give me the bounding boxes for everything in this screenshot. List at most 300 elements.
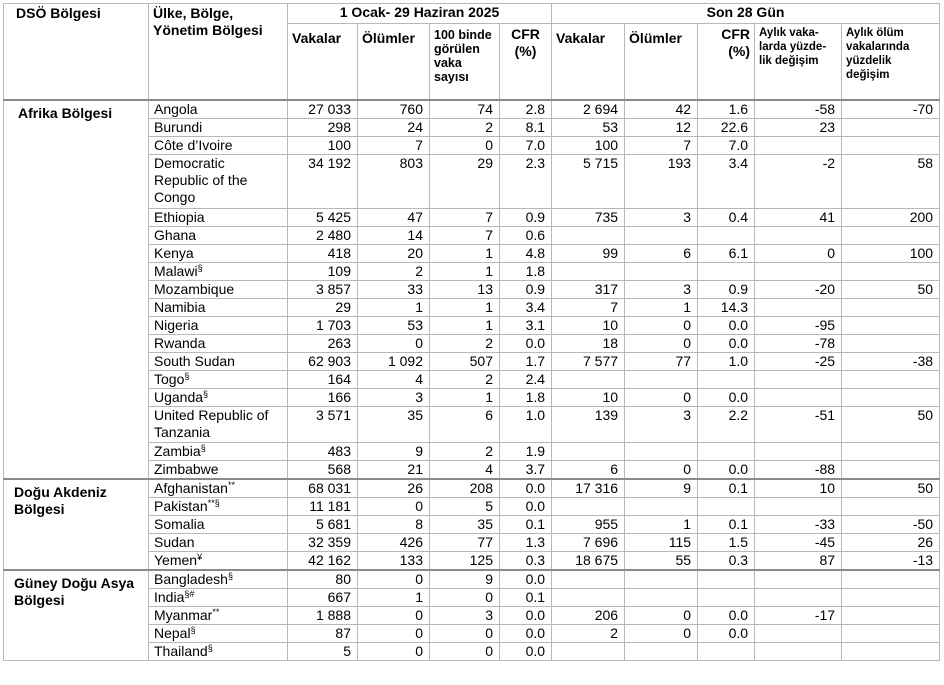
- deaths-cell: 33: [358, 280, 430, 298]
- cfr-28-cell: 0.0: [698, 388, 755, 406]
- country-name: United Republic of Tanzania: [154, 406, 269, 440]
- monthly-cases-change-cell: 23: [755, 118, 842, 136]
- country-cell: [149, 352, 288, 370]
- cases-28-cell: 10: [552, 316, 625, 334]
- country-cell: [149, 479, 288, 498]
- monthly-cases-change-cell: 10: [755, 479, 842, 498]
- cfr-28-cell: 1.0: [698, 352, 755, 370]
- monthly-deaths-change-cell: [842, 370, 940, 388]
- cases-28-cell: 18 675: [552, 551, 625, 570]
- cases-cell: 298: [288, 118, 358, 136]
- monthly-cases-change-cell: -45: [755, 533, 842, 551]
- monthly-cases-change-cell: -95: [755, 316, 842, 334]
- cases-cell: 3 571: [288, 406, 358, 442]
- header-deaths: Ölümler: [358, 24, 430, 100]
- footnote-mark: §: [207, 642, 213, 653]
- cases-28-cell: 7: [552, 298, 625, 316]
- header-cfr-28: CFR (%): [698, 24, 755, 100]
- footnote-mark: **§: [207, 497, 220, 508]
- deaths-28-cell: [625, 497, 698, 515]
- monthly-deaths-change-cell: -70: [842, 100, 940, 119]
- cases-28-cell: 53: [552, 118, 625, 136]
- cases-28-cell: 99: [552, 244, 625, 262]
- cases-cell: 42 162: [288, 551, 358, 570]
- monthly-deaths-change-cell: [842, 118, 940, 136]
- country-name: Mozambique: [154, 280, 235, 297]
- cfr-cell: 0.9: [500, 208, 552, 226]
- country-cell: [149, 570, 288, 589]
- cases-cell: 1 888: [288, 606, 358, 624]
- country-cell: [149, 334, 288, 352]
- cfr-28-cell: 0.0: [698, 334, 755, 352]
- cases-28-cell: 5 715: [552, 154, 625, 208]
- per-100k-cell: 1: [430, 388, 500, 406]
- cfr-28-cell: [698, 588, 755, 606]
- cases-cell: 5: [288, 642, 358, 660]
- monthly-deaths-change-cell: [842, 262, 940, 280]
- monthly-cases-change-cell: -78: [755, 334, 842, 352]
- cfr-cell: 2.8: [500, 100, 552, 119]
- deaths-cell: 9: [358, 442, 430, 460]
- deaths-cell: 47: [358, 208, 430, 226]
- cfr-28-cell: 7.0: [698, 136, 755, 154]
- deaths-cell: 1: [358, 298, 430, 316]
- cfr-cell: 0.0: [500, 334, 552, 352]
- cases-cell: 62 903: [288, 352, 358, 370]
- monthly-cases-change-cell: [755, 226, 842, 244]
- monthly-cases-change-cell: -25: [755, 352, 842, 370]
- deaths-cell: 8: [358, 515, 430, 533]
- country-cell: [149, 136, 288, 154]
- region-cell: Afrika Bölgesi: [4, 100, 149, 479]
- deaths-28-cell: 115: [625, 533, 698, 551]
- table-row: [4, 570, 940, 589]
- country-name: Rwanda: [154, 334, 206, 351]
- header-period-ytd: 1 Ocak- 29 Haziran 2025: [288, 4, 552, 24]
- footnote-mark: §#: [184, 588, 195, 599]
- deaths-cell: 1 092: [358, 352, 430, 370]
- monthly-deaths-change-cell: [842, 136, 940, 154]
- monthly-cases-change-cell: [755, 370, 842, 388]
- country-name: Democratic Republic of the Congo: [154, 154, 248, 205]
- cfr-28-cell: 3.4: [698, 154, 755, 208]
- cfr-28-cell: [698, 442, 755, 460]
- monthly-cases-change-cell: -2: [755, 154, 842, 208]
- footnote-mark: §: [200, 442, 206, 453]
- deaths-cell: 133: [358, 551, 430, 570]
- per-100k-cell: 125: [430, 551, 500, 570]
- deaths-28-cell: 0: [625, 316, 698, 334]
- country-cell: [149, 442, 288, 460]
- deaths-cell: 3: [358, 388, 430, 406]
- country-cell: [149, 497, 288, 515]
- country-name: Burundi: [154, 118, 203, 135]
- per-100k-cell: 208: [430, 479, 500, 498]
- country-cell: [149, 388, 288, 406]
- monthly-deaths-change-cell: [842, 316, 940, 334]
- cfr-28-cell: 2.2: [698, 406, 755, 442]
- country-name: Namibia: [154, 298, 206, 315]
- monthly-cases-change-cell: -17: [755, 606, 842, 624]
- deaths-28-cell: 0: [625, 606, 698, 624]
- header-region: DSÖ Bölgesi: [4, 4, 149, 100]
- monthly-deaths-change-cell: [842, 388, 940, 406]
- country-cell: [149, 100, 288, 119]
- cases-28-cell: 10: [552, 388, 625, 406]
- deaths-cell: 0: [358, 570, 430, 589]
- per-100k-cell: 0: [430, 624, 500, 642]
- monthly-cases-change-cell: [755, 442, 842, 460]
- deaths-28-cell: 9: [625, 479, 698, 498]
- header-country: Ülke, Bölge, Yönetim Bölgesi: [149, 4, 288, 100]
- cfr-28-cell: 0.0: [698, 606, 755, 624]
- per-100k-cell: 5: [430, 497, 500, 515]
- cases-cell: 100: [288, 136, 358, 154]
- deaths-cell: 0: [358, 334, 430, 352]
- cases-28-cell: 2 694: [552, 100, 625, 119]
- country-name: India: [154, 588, 185, 605]
- deaths-cell: 0: [358, 606, 430, 624]
- monthly-cases-change-cell: [755, 588, 842, 606]
- deaths-28-cell: 3: [625, 208, 698, 226]
- country-name: Angola: [154, 100, 198, 117]
- country-cell: [149, 551, 288, 570]
- country-name: South Sudan: [154, 352, 235, 369]
- country-name: Ghana: [154, 226, 197, 243]
- cases-cell: 2 480: [288, 226, 358, 244]
- country-cell: [149, 226, 288, 244]
- monthly-cases-change-cell: -51: [755, 406, 842, 442]
- cfr-cell: 0.6: [500, 226, 552, 244]
- cfr-cell: 2.3: [500, 154, 552, 208]
- cfr-cell: 0.0: [500, 570, 552, 589]
- header-per-100k: 100 binde görülen vaka sayısı: [430, 24, 500, 100]
- per-100k-cell: 2: [430, 334, 500, 352]
- cases-cell: 667: [288, 588, 358, 606]
- monthly-deaths-change-cell: -38: [842, 352, 940, 370]
- cfr-28-cell: 0.0: [698, 624, 755, 642]
- per-100k-cell: 6: [430, 406, 500, 442]
- cases-28-cell: 18: [552, 334, 625, 352]
- per-100k-cell: 1: [430, 316, 500, 334]
- deaths-cell: 0: [358, 497, 430, 515]
- cfr-cell: 4.8: [500, 244, 552, 262]
- per-100k-cell: 7: [430, 226, 500, 244]
- deaths-cell: 0: [358, 624, 430, 642]
- cases-28-cell: [552, 588, 625, 606]
- cases-28-cell: 139: [552, 406, 625, 442]
- cfr-cell: 0.3: [500, 551, 552, 570]
- cases-cell: 29: [288, 298, 358, 316]
- footnote-mark: ¥: [197, 551, 203, 562]
- monthly-deaths-change-cell: [842, 298, 940, 316]
- monthly-deaths-change-cell: 50: [842, 479, 940, 498]
- cfr-28-cell: 0.0: [698, 316, 755, 334]
- per-100k-cell: 2: [430, 442, 500, 460]
- cfr-28-cell: [698, 570, 755, 589]
- country-cell: [149, 262, 288, 280]
- country-cell: [149, 298, 288, 316]
- deaths-28-cell: 77: [625, 352, 698, 370]
- monthly-cases-change-cell: 0: [755, 244, 842, 262]
- cases-28-cell: [552, 370, 625, 388]
- deaths-28-cell: 0: [625, 334, 698, 352]
- country-name: Myanmar: [154, 606, 213, 623]
- country-cell: [149, 460, 288, 479]
- cases-cell: 68 031: [288, 479, 358, 498]
- per-100k-cell: 74: [430, 100, 500, 119]
- country-cell: [149, 316, 288, 334]
- cfr-cell: 0.0: [500, 497, 552, 515]
- header-period-28-days: Son 28 Gün: [552, 4, 940, 24]
- cases-28-cell: [552, 226, 625, 244]
- per-100k-cell: 2: [430, 118, 500, 136]
- deaths-28-cell: 12: [625, 118, 698, 136]
- deaths-cell: 0: [358, 642, 430, 660]
- deaths-28-cell: 3: [625, 406, 698, 442]
- cfr-28-cell: 0.1: [698, 515, 755, 533]
- country-cell: [149, 280, 288, 298]
- deaths-cell: 1: [358, 588, 430, 606]
- deaths-cell: 426: [358, 533, 430, 551]
- monthly-cases-change-cell: -20: [755, 280, 842, 298]
- deaths-28-cell: 42: [625, 100, 698, 119]
- monthly-deaths-change-cell: [842, 442, 940, 460]
- deaths-cell: 4: [358, 370, 430, 388]
- country-name: Nepal: [154, 624, 191, 641]
- per-100k-cell: 0: [430, 136, 500, 154]
- cfr-28-cell: [698, 642, 755, 660]
- region-cell: Doğu Akdeniz Bölgesi: [4, 479, 149, 570]
- cases-cell: 32 359: [288, 533, 358, 551]
- cases-cell: 80: [288, 570, 358, 589]
- country-cell: [149, 642, 288, 660]
- monthly-cases-change-cell: [755, 642, 842, 660]
- cases-cell: 87: [288, 624, 358, 642]
- cases-28-cell: [552, 570, 625, 589]
- cases-28-cell: 206: [552, 606, 625, 624]
- cfr-cell: 0.0: [500, 479, 552, 498]
- cfr-cell: 8.1: [500, 118, 552, 136]
- cases-cell: 34 192: [288, 154, 358, 208]
- cases-cell: 483: [288, 442, 358, 460]
- deaths-28-cell: 0: [625, 624, 698, 642]
- per-100k-cell: 35: [430, 515, 500, 533]
- cases-cell: 263: [288, 334, 358, 352]
- header-cases: Vakalar: [288, 24, 358, 100]
- country-cell: [149, 406, 288, 442]
- header-monthly-deaths-change: Aylık ölüm vakalarında yüzdelik değişim: [842, 24, 940, 100]
- cases-28-cell: 100: [552, 136, 625, 154]
- per-100k-cell: 1: [430, 244, 500, 262]
- header-cfr: CFR (%): [500, 24, 552, 100]
- cfr-28-cell: 1.5: [698, 533, 755, 551]
- country-name: Ethiopia: [154, 208, 205, 225]
- cfr-cell: 3.7: [500, 460, 552, 479]
- country-name: Togo: [154, 370, 185, 387]
- cfr-cell: 0.0: [500, 642, 552, 660]
- deaths-28-cell: 0: [625, 388, 698, 406]
- cfr-cell: 3.4: [500, 298, 552, 316]
- country-cell: [149, 515, 288, 533]
- cases-cell: 1 703: [288, 316, 358, 334]
- cfr-28-cell: 0.3: [698, 551, 755, 570]
- deaths-28-cell: 3: [625, 280, 698, 298]
- monthly-deaths-change-cell: 58: [842, 154, 940, 208]
- per-100k-cell: 77: [430, 533, 500, 551]
- country-name: Nigeria: [154, 316, 199, 333]
- country-name: Côte d’Ivoire: [154, 136, 233, 153]
- deaths-cell: 26: [358, 479, 430, 498]
- deaths-28-cell: [625, 642, 698, 660]
- cfr-cell: 1.0: [500, 406, 552, 442]
- cfr-28-cell: 6.1: [698, 244, 755, 262]
- monthly-deaths-change-cell: -13: [842, 551, 940, 570]
- cases-cell: 11 181: [288, 497, 358, 515]
- footnote-mark: §: [203, 388, 209, 399]
- cases-cell: 164: [288, 370, 358, 388]
- cfr-cell: 0.0: [500, 606, 552, 624]
- country-name: Sudan: [154, 533, 195, 550]
- monthly-deaths-change-cell: [842, 624, 940, 642]
- monthly-deaths-change-cell: 50: [842, 280, 940, 298]
- monthly-cases-change-cell: 87: [755, 551, 842, 570]
- monthly-deaths-change-cell: 26: [842, 533, 940, 551]
- monthly-cases-change-cell: 41: [755, 208, 842, 226]
- cases-cell: 5 425: [288, 208, 358, 226]
- country-name: Zimbabwe: [154, 460, 219, 477]
- per-100k-cell: 3: [430, 606, 500, 624]
- deaths-28-cell: [625, 262, 698, 280]
- per-100k-cell: 13: [430, 280, 500, 298]
- footnote-mark: §: [227, 570, 233, 581]
- deaths-cell: 7: [358, 136, 430, 154]
- header-cases-28: Vakalar: [552, 24, 625, 100]
- country-name: Uganda: [154, 388, 204, 405]
- monthly-cases-change-cell: [755, 497, 842, 515]
- deaths-cell: 53: [358, 316, 430, 334]
- header-monthly-cases-change: Aylık vaka-larda yüzde-lik değişim: [755, 24, 842, 100]
- deaths-28-cell: 55: [625, 551, 698, 570]
- cases-28-cell: 317: [552, 280, 625, 298]
- cases-cell: 5 681: [288, 515, 358, 533]
- monthly-deaths-change-cell: -50: [842, 515, 940, 533]
- deaths-28-cell: 193: [625, 154, 698, 208]
- cfr-28-cell: [698, 262, 755, 280]
- cfr-28-cell: 0.1: [698, 479, 755, 498]
- footnote-mark: **: [227, 479, 235, 490]
- cfr-cell: 1.7: [500, 352, 552, 370]
- cfr-cell: 0.0: [500, 624, 552, 642]
- per-100k-cell: 1: [430, 298, 500, 316]
- cfr-28-cell: [698, 226, 755, 244]
- cases-28-cell: 7 696: [552, 533, 625, 551]
- country-cell: [149, 606, 288, 624]
- country-name: Zambia: [154, 442, 201, 459]
- deaths-28-cell: [625, 570, 698, 589]
- deaths-28-cell: [625, 370, 698, 388]
- monthly-cases-change-cell: [755, 298, 842, 316]
- deaths-cell: 24: [358, 118, 430, 136]
- country-name: Kenya: [154, 244, 194, 261]
- monthly-cases-change-cell: [755, 570, 842, 589]
- cholera-cases-table: [3, 3, 940, 661]
- country-cell: [149, 588, 288, 606]
- per-100k-cell: 9: [430, 570, 500, 589]
- country-name: Bangladesh: [154, 570, 228, 587]
- cases-28-cell: [552, 442, 625, 460]
- country-name: Yemen: [154, 551, 198, 568]
- cfr-28-cell: 1.6: [698, 100, 755, 119]
- monthly-deaths-change-cell: 50: [842, 406, 940, 442]
- cases-cell: 3 857: [288, 280, 358, 298]
- cfr-cell: 3.1: [500, 316, 552, 334]
- deaths-cell: 14: [358, 226, 430, 244]
- cfr-cell: 7.0: [500, 136, 552, 154]
- cfr-28-cell: 0.4: [698, 208, 755, 226]
- cfr-28-cell: 0.9: [698, 280, 755, 298]
- cfr-cell: 1.3: [500, 533, 552, 551]
- per-100k-cell: 507: [430, 352, 500, 370]
- monthly-cases-change-cell: [755, 262, 842, 280]
- cases-cell: 166: [288, 388, 358, 406]
- deaths-cell: 760: [358, 100, 430, 119]
- per-100k-cell: 4: [430, 460, 500, 479]
- deaths-cell: 35: [358, 406, 430, 442]
- per-100k-cell: 0: [430, 642, 500, 660]
- cases-28-cell: 735: [552, 208, 625, 226]
- deaths-cell: 21: [358, 460, 430, 479]
- monthly-cases-change-cell: -88: [755, 460, 842, 479]
- monthly-cases-change-cell: -58: [755, 100, 842, 119]
- country-cell: [149, 208, 288, 226]
- deaths-28-cell: 7: [625, 136, 698, 154]
- header-deaths-28: Ölümler: [625, 24, 698, 100]
- per-100k-cell: 1: [430, 262, 500, 280]
- monthly-deaths-change-cell: [842, 606, 940, 624]
- monthly-cases-change-cell: [755, 624, 842, 642]
- cases-cell: 418: [288, 244, 358, 262]
- cfr-28-cell: 0.0: [698, 460, 755, 479]
- country-name: Malawi: [154, 262, 198, 279]
- monthly-deaths-change-cell: [842, 334, 940, 352]
- cases-28-cell: 6: [552, 460, 625, 479]
- deaths-28-cell: 6: [625, 244, 698, 262]
- cases-28-cell: 2: [552, 624, 625, 642]
- deaths-cell: 803: [358, 154, 430, 208]
- deaths-cell: 20: [358, 244, 430, 262]
- cfr-cell: 1.9: [500, 442, 552, 460]
- cfr-28-cell: [698, 497, 755, 515]
- deaths-28-cell: [625, 226, 698, 244]
- country-cell: [149, 118, 288, 136]
- deaths-28-cell: [625, 442, 698, 460]
- deaths-cell: 2: [358, 262, 430, 280]
- cfr-28-cell: 22.6: [698, 118, 755, 136]
- monthly-cases-change-cell: -33: [755, 515, 842, 533]
- cases-cell: 568: [288, 460, 358, 479]
- cfr-cell: 0.9: [500, 280, 552, 298]
- per-100k-cell: 0: [430, 588, 500, 606]
- cfr-cell: 0.1: [500, 588, 552, 606]
- country-name: Afghanistan: [154, 479, 228, 496]
- cases-28-cell: 17 316: [552, 479, 625, 498]
- monthly-deaths-change-cell: [842, 497, 940, 515]
- table-row: [4, 479, 940, 498]
- country-cell: [149, 370, 288, 388]
- cases-28-cell: [552, 262, 625, 280]
- footnote-mark: §: [190, 624, 196, 635]
